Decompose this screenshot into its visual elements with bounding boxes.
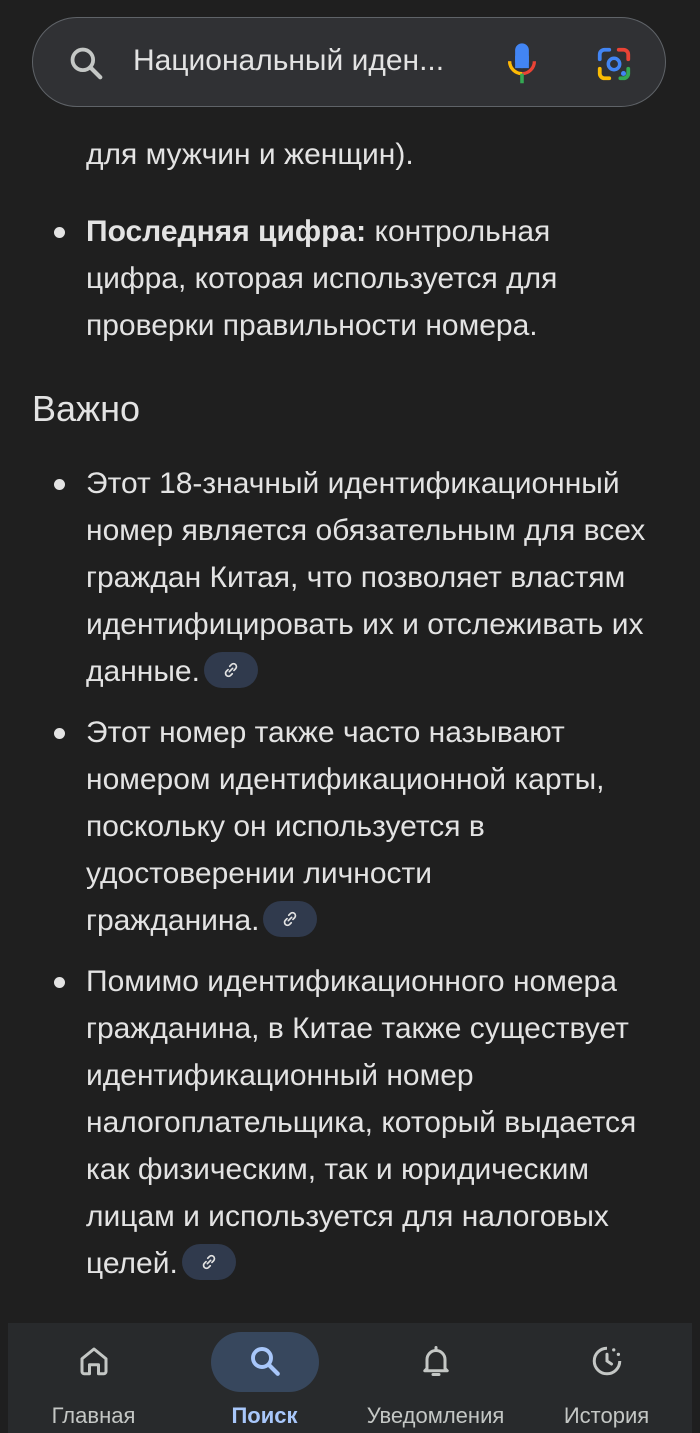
bullet-2-line-3: поскольку он используется в [86, 810, 485, 843]
last-digit-term: Последняя цифра: [86, 215, 367, 248]
bullet-2-last-text: гражданина. [86, 904, 260, 937]
bullet-2-line-2: номером идентификационной карты, [86, 763, 605, 796]
bullet-3-line-3: идентификационный номер [86, 1059, 474, 1092]
intro-tail-text: для мужчин и женщин). [86, 138, 414, 171]
bullet-2-line-4: удостоверении личности [86, 857, 432, 890]
bullet-3-line-4: налогоплательщика, который выдается [86, 1106, 637, 1139]
nav-label-search: Поиск [231, 1403, 298, 1428]
bullet-2-line-5 [86, 897, 317, 944]
history-icon [589, 1343, 625, 1379]
search-icon [247, 1343, 283, 1379]
nav-item-history[interactable] [521, 1323, 692, 1433]
last-digit-line-2: цифра, которая используется для [86, 262, 558, 295]
source-link-chip[interactable] [182, 1244, 236, 1280]
link-icon [280, 909, 300, 929]
source-link-chip[interactable] [204, 652, 258, 688]
home-icon [76, 1343, 112, 1379]
bullet-1-line-1: Этот 18-значный идентификационный [86, 467, 620, 500]
link-icon [199, 1252, 219, 1272]
section-heading-important: Важно [32, 388, 141, 429]
search-bar[interactable] [32, 17, 666, 107]
nav-item-search[interactable] [179, 1323, 350, 1433]
bullet-dot [54, 227, 65, 238]
search-query[interactable]: Национальный иден... [133, 44, 445, 77]
last-digit-rest: контрольная [366, 215, 551, 248]
bullet-1-line-2: номер является обязательным для всех [86, 514, 646, 547]
nav-label-history: История [563, 1403, 650, 1428]
bullet-1-line-3: граждан Китая, что позволяет властям [86, 561, 626, 594]
last-digit-line-3: проверки правильности номера. [86, 309, 538, 342]
bullet-3-line-5: как физическим, так и юридическим [86, 1153, 590, 1186]
bullet-3-line-6: лицам и используется для налоговых [86, 1200, 609, 1233]
microphone-icon[interactable] [505, 42, 539, 86]
bottom-navigation [8, 1323, 692, 1433]
nav-item-home[interactable] [8, 1323, 179, 1433]
bullet-1-last-text: данные. [86, 655, 200, 688]
nav-item-notifications[interactable] [350, 1323, 521, 1433]
bullet-3-line-2: гражданина, в Китае также существует [86, 1012, 629, 1045]
bullet-dot [54, 977, 65, 988]
source-link-chip[interactable] [263, 901, 317, 937]
bullet-3-line-1: Помимо идентификационного номера [86, 965, 617, 998]
bullet-1-line-5 [86, 648, 258, 695]
bullet-3-last-text: целей. [86, 1247, 178, 1280]
nav-label-notifications: Уведомления [366, 1403, 505, 1428]
bullet-2-line-1: Этот номер также часто называют [86, 716, 565, 749]
bell-icon [418, 1343, 454, 1379]
google-lens-icon[interactable] [595, 45, 633, 83]
bullet-3-line-7 [86, 1240, 236, 1287]
search-icon[interactable] [67, 44, 105, 82]
bullet-dot [54, 479, 65, 490]
link-icon [221, 660, 241, 680]
bullet-dot [54, 728, 65, 739]
bullet-1-line-4: идентифицировать их и отслеживать их [86, 608, 644, 641]
search-header [0, 0, 700, 125]
nav-label-home: Главная [51, 1403, 136, 1428]
last-digit-line-1 [86, 208, 550, 255]
